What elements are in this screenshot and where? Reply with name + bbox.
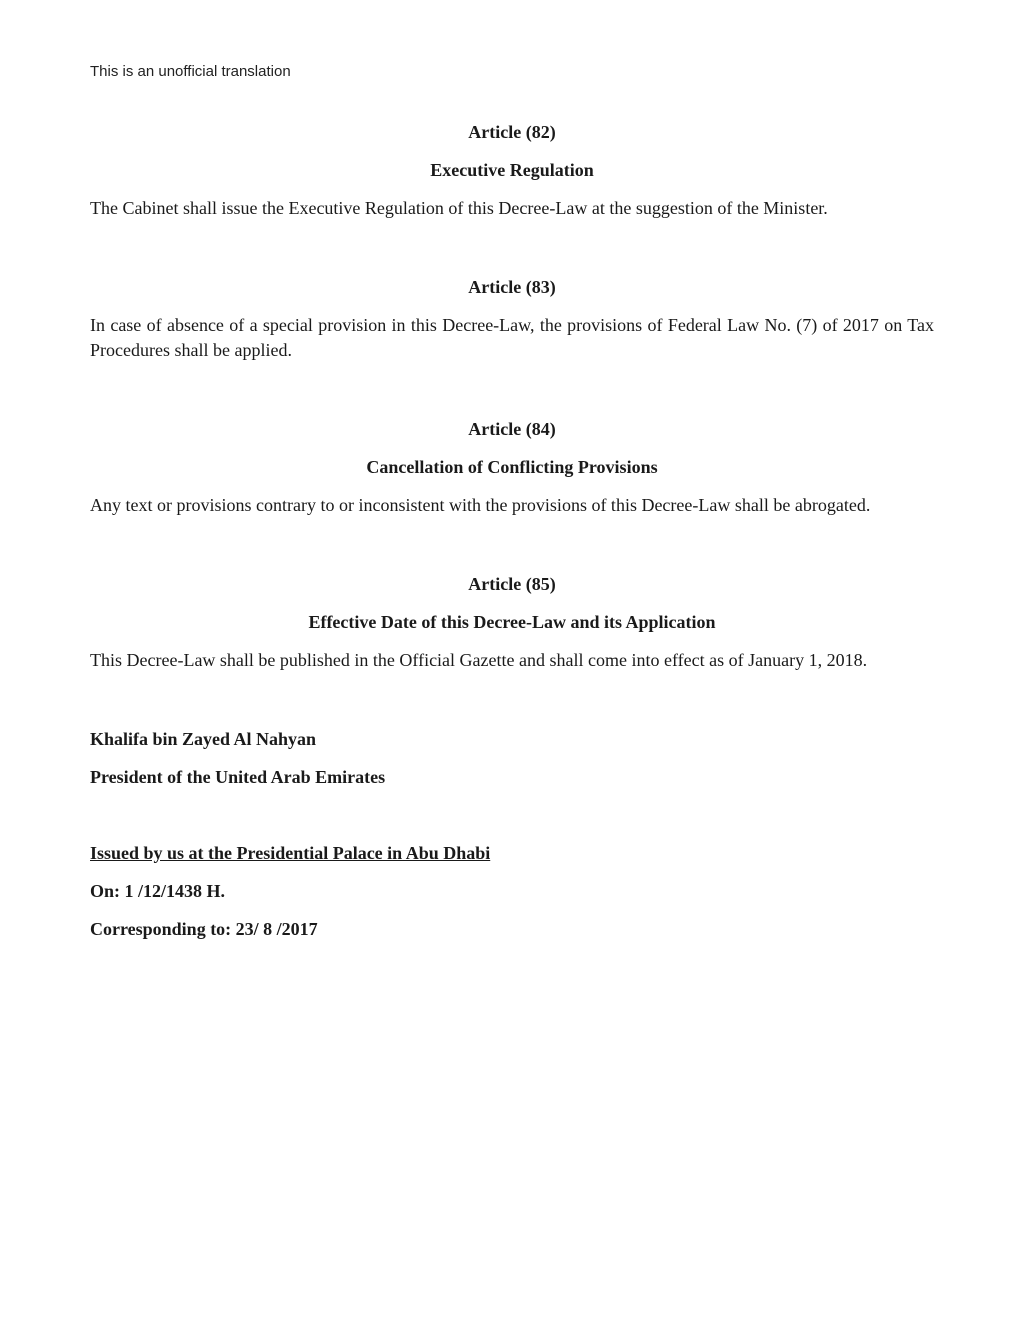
article-84 [90,417,934,518]
signatory-name: Khalifa bin Zayed Al Nahyan [90,729,317,749]
article-body: This Decree-Law shall be published in the Official Gazette and shall come into effect as of January 1, 2018. [90,650,868,670]
issuance-block [90,841,934,941]
signature-block [90,727,934,789]
article-title: Effective Date of this Decree-Law and its Application [308,612,716,632]
article-body: In case of absence of a special provision in this Decree-Law, the provisions of Federal Law No. (7) of 2017 on Tax Procedures shall be applied. [90,315,934,360]
article-number: Article (83) [468,277,556,297]
document-body [90,120,934,955]
article-number: Article (84) [468,419,556,439]
article-body: The Cabinet shall issue the Executive Regulation of this Decree-Law at the suggestion of the Minister. [90,198,828,218]
article-title: Cancellation of Conflicting Provisions [366,457,658,477]
signatory-position: President of the United Arab Emirates [90,767,386,787]
article-83 [90,275,934,363]
article-82 [90,120,934,221]
article-body: Any text or provisions contrary to or inconsistent with the provisions of this Decree-Law shall be abrogated. [90,495,871,515]
gregorian-date: Corresponding to: 23/ 8 /2017 [90,919,318,939]
article-85 [90,572,934,673]
article-number: Article (82) [468,122,556,142]
issuance-place: Issued by us at the Presidential Palace in Abu Dhabi [90,843,491,863]
hijri-date: On: 1 /12/1438 H. [90,881,226,901]
article-title: Executive Regulation [430,160,594,180]
article-number: Article (85) [468,574,556,594]
translation-note: This is an unofficial translation [90,63,291,80]
